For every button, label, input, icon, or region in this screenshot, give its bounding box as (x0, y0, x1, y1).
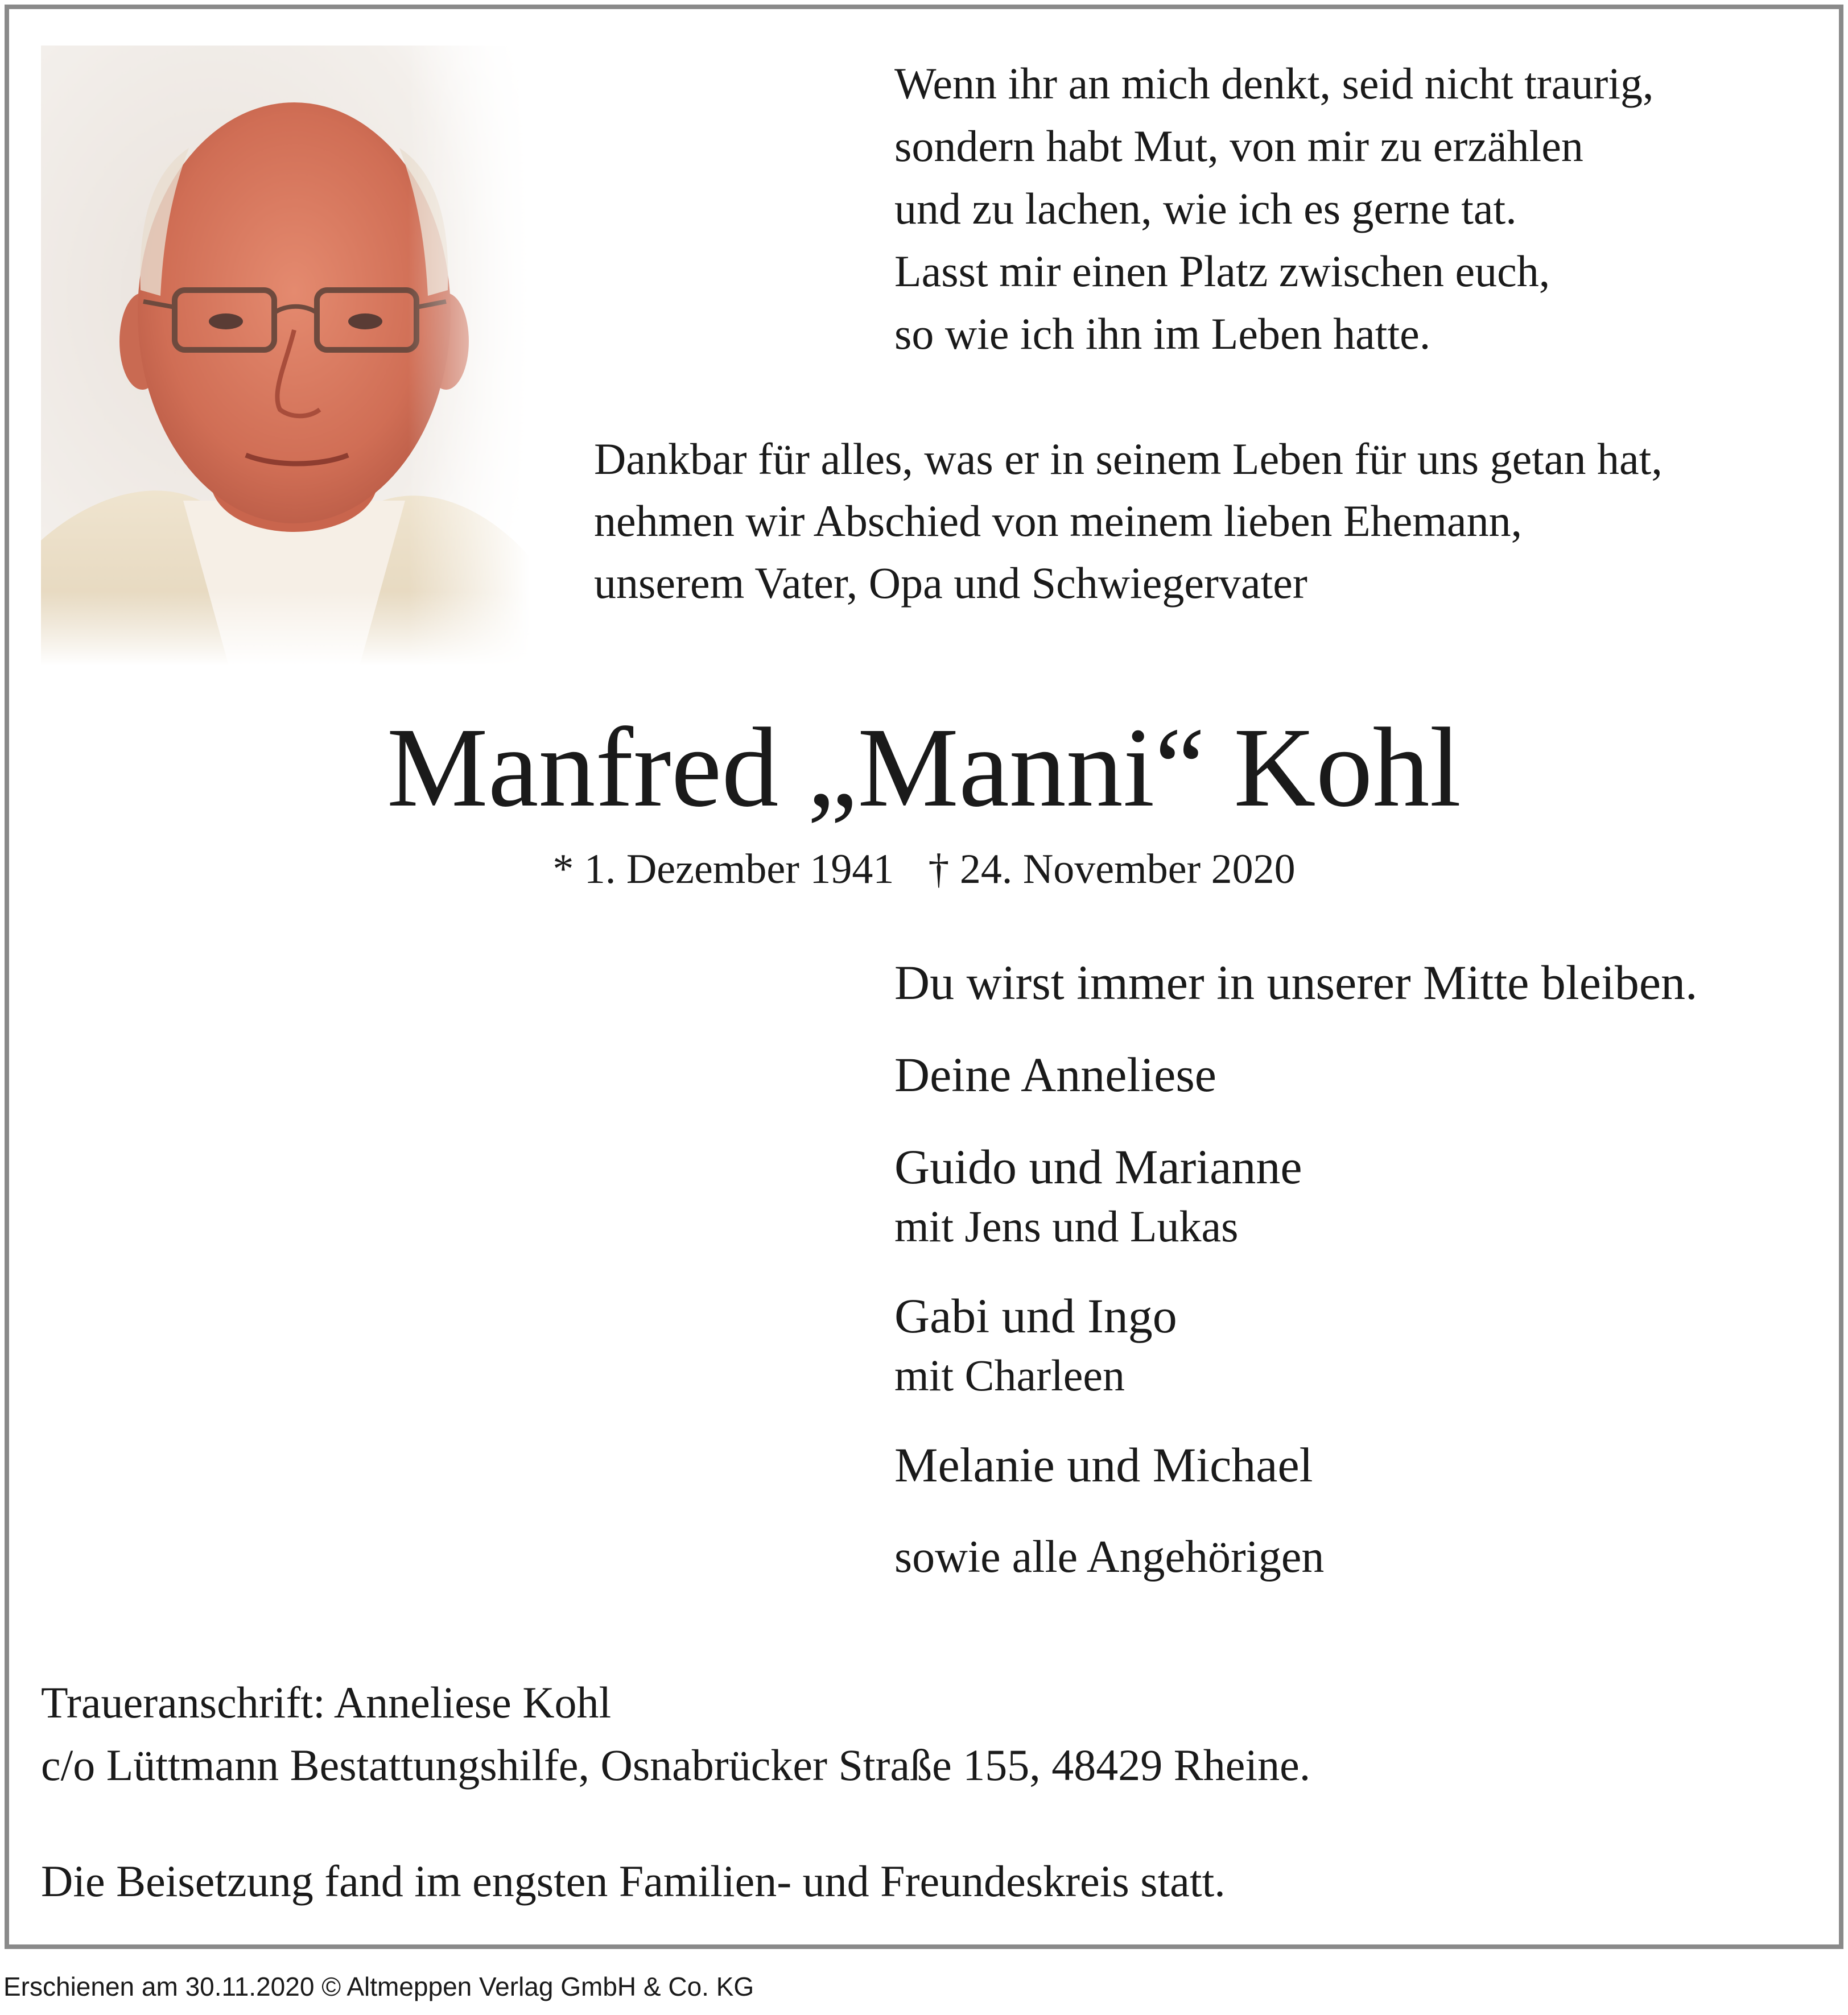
address-line: Traueranschrift: Anneliese Kohl (41, 1678, 612, 1727)
poem-line: so wie ich ihn im Leben hatte. (894, 309, 1431, 358)
intro-line: Dankbar für alles, was er in seinem Leben für uns getan hat, (594, 434, 1663, 484)
poem-line: Wenn ihr an mich denkt, seid nicht traurig, (894, 59, 1654, 108)
intro-line: nehmen wir Abschied von meinem lieben Ehemann, (594, 496, 1523, 546)
mourner-group (894, 1043, 1805, 1106)
mourners-closing: sowie alle Angehörigen (894, 1532, 1325, 1582)
farewell-intro (594, 428, 1663, 614)
mourner-names: Deine Anneliese (894, 1047, 1216, 1102)
poem (894, 52, 1654, 365)
motto: Du wirst immer in unserer Mitte bleiben. (894, 955, 1698, 1010)
publication-footer: Erschienen am 30.11.2020 © Altmeppen Verlag GmbH & Co. KG (3, 1972, 754, 2001)
deceased-name: Manfred „Manni“ Kohl (386, 705, 1462, 831)
portrait-photo (41, 46, 530, 666)
poem-line: und zu lachen, wie ich es gerne tat. (894, 184, 1517, 233)
mourner-group (894, 1285, 1805, 1404)
poem-line: Lasst mir einen Platz zwischen euch, (894, 246, 1550, 296)
death-date: † 24. November 2020 (928, 846, 1296, 893)
mourner-names: Guido und Marianne (894, 1139, 1302, 1194)
address-line: c/o Lüttmann Bestattungshilfe, Osnabrücker Straße 155, 48429 Rheine. (41, 1740, 1311, 1790)
life-dates (0, 841, 1848, 898)
condolence-address (41, 1671, 1310, 1797)
mourner-names: Melanie und Michael (894, 1438, 1313, 1492)
birth-date: * 1. Dezember 1941 (552, 846, 894, 893)
burial-note: Die Beisetzung fand im engsten Familien- und Freundeskreis statt. (41, 1856, 1226, 1906)
mourner-children: mit Jens und Lukas (894, 1201, 1239, 1251)
poem-line: sondern habt Mut, von mir zu erzählen (894, 121, 1583, 171)
mourner-group (894, 1434, 1805, 1496)
mourner-children: mit Charleen (894, 1351, 1125, 1400)
mourner-group (894, 1135, 1805, 1255)
mourners-list (894, 951, 1805, 1588)
intro-line: unserem Vater, Opa und Schwiegervater (594, 558, 1307, 608)
mourner-names: Gabi und Ingo (894, 1289, 1177, 1343)
